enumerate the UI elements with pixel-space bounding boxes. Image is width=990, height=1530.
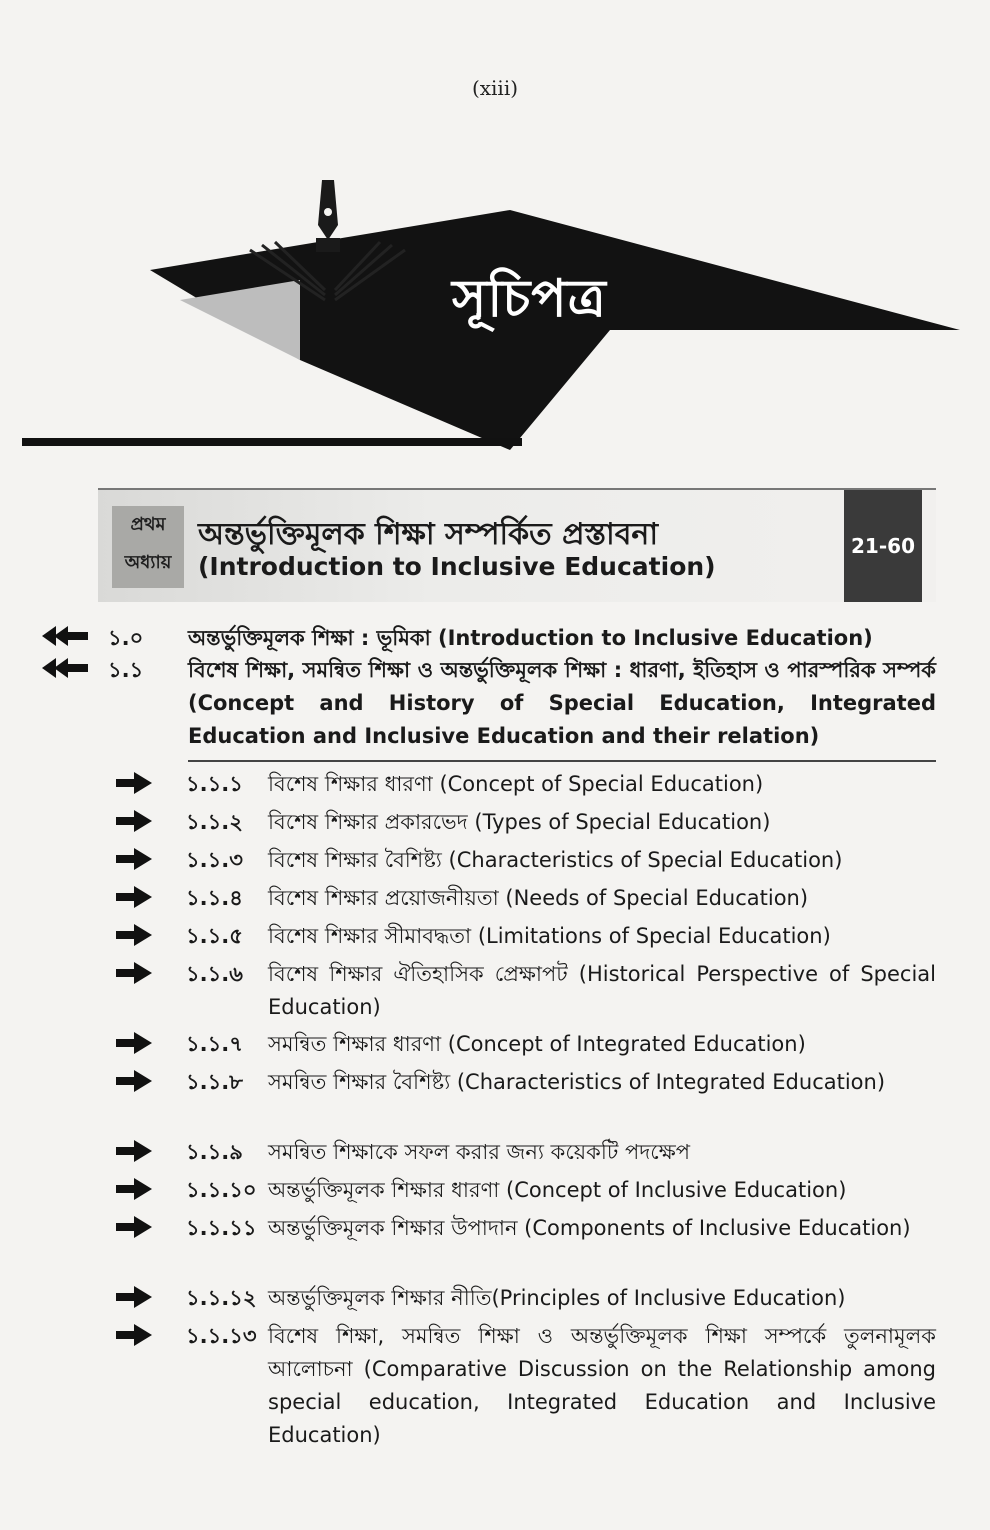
right-arrow-icon bbox=[116, 810, 152, 832]
right-arrow-icon bbox=[116, 1216, 152, 1238]
right-arrow-icon bbox=[116, 1324, 152, 1346]
right-arrow-icon bbox=[116, 962, 152, 984]
chapter-header bbox=[98, 488, 936, 602]
pen-nib-icon bbox=[316, 180, 340, 252]
right-arrow-icon bbox=[116, 1140, 152, 1162]
subsection-title: বিশেষ শিক্ষার প্রয়োজনীয়তা (Needs of Special Education) bbox=[268, 886, 809, 910]
right-arrow-icon bbox=[116, 924, 152, 946]
subsection-number: ১.১.১২ bbox=[186, 1286, 257, 1310]
section-number: ১.১ bbox=[108, 658, 144, 682]
subsection-number: ১.১.৮ bbox=[186, 1070, 243, 1094]
double-back-arrow-icon bbox=[42, 656, 90, 680]
subsection-title: বিশেষ শিক্ষার সীমাবদ্ধতা (Limitations of Special Education) bbox=[268, 924, 831, 948]
subsection-number: ১.১.৬ bbox=[186, 962, 243, 986]
subsection-title: বিশেষ শিক্ষার প্রকারভেদ (Types of Special Education) bbox=[268, 810, 771, 834]
subsection-number: ১.১.১ bbox=[186, 772, 243, 796]
subsection-number: ১.১.৪ bbox=[186, 886, 243, 910]
right-arrow-icon bbox=[116, 1286, 152, 1308]
section-title: বিশেষ শিক্ষা, সমন্বিত শিক্ষা ও অন্তর্ভুক্তিমূলক শিক্ষা : ধারণা, ইতিহাস ও পারস্পরিক সম্পর্ক (Concept and History of Special Education, Integrated Education and Inclusive Education and their relation) bbox=[188, 658, 936, 748]
right-arrow-icon bbox=[116, 1070, 152, 1092]
chapter-title-en: (Introduction to Inclusive Education) bbox=[198, 552, 716, 581]
subsection-number: ১.১.৯ bbox=[186, 1140, 243, 1164]
section-title: অন্তর্ভুক্তিমূলক শিক্ষা : ভূমিকা (Introduction to Inclusive Education) bbox=[188, 626, 873, 650]
section-number: ১.০ bbox=[108, 626, 144, 650]
subsection-number: ১.১.৫ bbox=[186, 924, 243, 948]
subsection-number: ১.১.৩ bbox=[186, 848, 243, 872]
banner-underline bbox=[22, 438, 522, 446]
chapter-title-bn: অন্তর্ভুক্তিমূলক শিক্ষা সম্পর্কিত প্রস্তাবনা bbox=[198, 517, 659, 552]
subsection-title: বিশেষ শিক্ষার ধারণা (Concept of Special Education) bbox=[268, 772, 764, 796]
right-arrow-icon bbox=[116, 1178, 152, 1200]
subsection-number: ১.১.৭ bbox=[186, 1032, 243, 1056]
subsection-title: বিশেষ শিক্ষার ঐতিহাসিক প্রেক্ষাপট (Historical Perspective of Special Education) bbox=[268, 962, 936, 1019]
subsection-title: সমন্বিত শিক্ষার ধারণা (Concept of Integrated Education) bbox=[268, 1032, 806, 1056]
subsection-number: ১.১.১১ bbox=[186, 1216, 257, 1240]
chapter-page-range: 21-60 bbox=[844, 490, 922, 602]
double-back-arrow-icon bbox=[42, 624, 90, 648]
subsection-title: সমন্বিত শিক্ষার বৈশিষ্ট্য (Characteristics of Integrated Education) bbox=[268, 1070, 886, 1094]
subsection-title: অন্তর্ভুক্তিমূলক শিক্ষার উপাদান (Components of Inclusive Education) bbox=[268, 1216, 911, 1240]
subsection-title: সমন্বিত শিক্ষাকে সফল করার জন্য কয়েকটি পদক্ষেপ bbox=[268, 1140, 690, 1164]
subsection-title: বিশেষ শিক্ষার বৈশিষ্ট্য (Characteristics of Special Education) bbox=[268, 848, 843, 872]
subsection-number: ১.১.১৩ bbox=[186, 1324, 257, 1348]
subsection-title: অন্তর্ভুক্তিমূলক শিক্ষার নীতি(Principles of Inclusive Education) bbox=[268, 1286, 846, 1310]
subsection-number: ১.১.২ bbox=[186, 810, 243, 834]
subsection-title: অন্তর্ভুক্তিমূলক শিক্ষার ধারণা (Concept of Inclusive Education) bbox=[268, 1178, 847, 1202]
page-title: সূচিপত্র bbox=[452, 269, 607, 329]
right-arrow-icon bbox=[116, 772, 152, 794]
chapter-tag bbox=[112, 506, 184, 588]
right-arrow-icon bbox=[116, 886, 152, 908]
right-arrow-icon bbox=[116, 1032, 152, 1054]
right-arrow-icon bbox=[116, 848, 152, 870]
page-number: (xiii) bbox=[471, 76, 519, 100]
subsection-title: বিশেষ শিক্ষা, সমন্বিত শিক্ষা ও অন্তর্ভুক্তিমূলক শিক্ষা সম্পর্কে তুলনামূলক আলোচনা (Comparative Discussion on the Relationship among special education, Integrated Education and Inclusive Education) bbox=[268, 1324, 936, 1447]
chapter-tag-bottom: অধ্যায় bbox=[124, 552, 172, 573]
subsection-number: ১.১.১০ bbox=[186, 1178, 257, 1202]
section-divider bbox=[188, 760, 936, 762]
chapter-tag-top: প্রথম bbox=[130, 514, 166, 535]
